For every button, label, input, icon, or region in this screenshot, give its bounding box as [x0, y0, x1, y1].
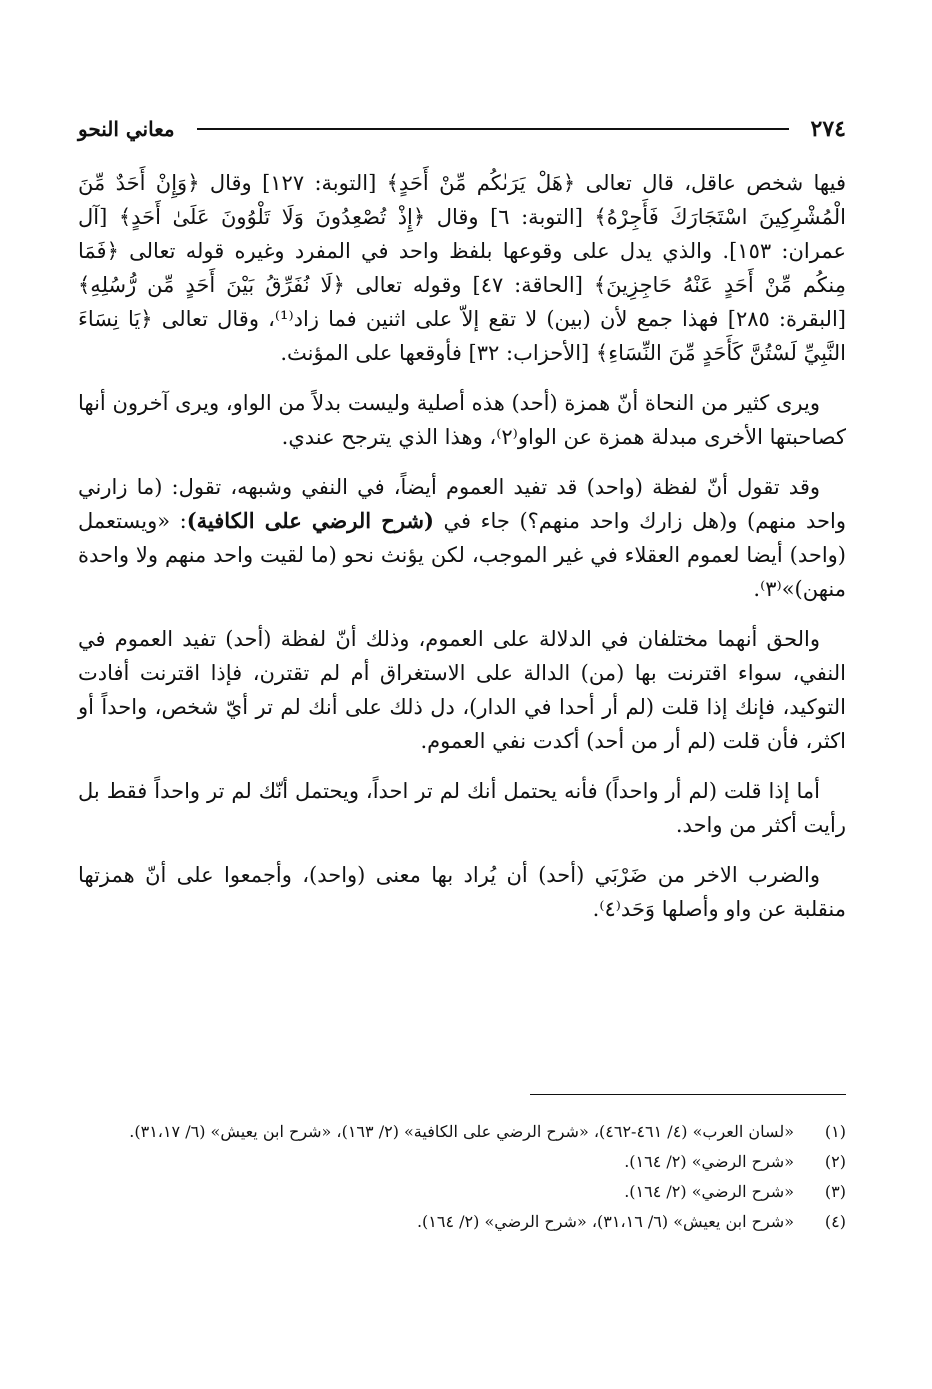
book-title: (شرح الرضي على الكافية): [186, 508, 434, 533]
footnote-text: «شرح ابن يعيش» (٦/ ٣١،١٦)، «شرح الرضي» (٢/ ١٦٤).: [416, 1212, 794, 1231]
paragraph-3-end: : «ويستعمل (واحد) أيضا لعموم العقلاء في غير الموجب، لكن يؤنث نحو (ما لقيت واحد منهم ولا واحدة منهن)»⁽٣⁾.: [78, 509, 846, 601]
footnote: [78, 1148, 846, 1176]
paragraph-3-start: وقد تقول أنّ لفظة (واحد) قد تفيد العموم أيضاً، في النفي وشبهه، تقول: (ما زارني واحد منهم) و(هل زارك واحد منهم؟) جاء في: [78, 475, 846, 533]
paragraph-1: فيها شخص عاقل، قال تعالى ﴿هَلْ يَرَىٰكُم مِّنْ أَحَدٍ﴾ [التوبة: ١٢٧] وقال ﴿وَإِنْ أَحَدٌ مِّنَ الْمُشْرِكِينَ اسْتَجَارَكَ فَأَجِرْهُ﴾ [التوبة: ٦] وقال ﴿إِذْ تُصْعِدُونَ وَلَا تَلْوُونَ عَلَىٰ أَحَدٍ﴾ [آل عمران: ١٥٣]. والذي يدل على وقوعها بلفظ واحد في المفرد وغيره قوله تعالى ﴿فَمَا مِنكُم مِّنْ أَحَدٍ عَنْهُ حَاجِزِينَ﴾ [الحاقة: ٤٧] وقوله تعالى ﴿لَا نُفَرِّقُ بَيْنَ أَحَدٍ مِّن رُّسُلِهِ﴾ [البقرة: ٢٨٥] فهذا جمع لأن (بين) لا تقع إلاّ على اثنين فما زاد⁽¹⁾، وقال تعالى ﴿يَا نِسَاءَ النَّبِيِّ لَسْتُنَّ كَأَحَدٍ مِّنَ النِّسَاءِ﴾ [الأحزاب: ٣٢] فأوقعها على المؤنث.: [78, 171, 847, 365]
footnote: [78, 1178, 846, 1206]
page-header: [78, 112, 846, 146]
footnote-text: «شرح الرضي» (٢/ ١٦٤).: [624, 1152, 794, 1171]
footnote-text: «لسان العرب» (٤/ ٤٦١-٤٦٢)، «شرح الرضي على الكافية» (٢/ ١٦٣)، «شرح ابن يعيش» (٦/ ٣١،١٧).: [129, 1122, 794, 1141]
footnote-number: (٣): [824, 1182, 846, 1201]
footnote-text: «شرح الرضي» (٢/ ١٦٤).: [624, 1182, 794, 1201]
header-rule: [197, 128, 789, 130]
footnote-separator: [530, 1094, 846, 1095]
paragraph-6: والضرب الاخر من ضَرْبَي (أحد) أن يُراد بها معنى (واحد)، وأجمعوا على أنّ همزتها منقلبة عن واو وأصلها وَحَد⁽٤⁾.: [78, 863, 846, 921]
paragraph-4: والحق أنهما مختلفان في الدلالة على العموم، وذلك أنّ لفظة (أحد) تفيد العموم في النفي، سواء اقترنت بها (من) الدالة على الاستغراق أم لم تقترن، فإذا اقترنت أفادت التوكيد، فإنك إذا قلت (لم أر أحدا في الدار)، دل ذلك على أنك لم تر أيّ شخص، واحداً أو اكثر، فأن قلت (لم أر من أحد) أكدت نفي العموم.: [78, 627, 846, 753]
paragraph-5: أما إذا قلت (لم أر واحداً) فأنه يحتمل أنك لم تر احداً، ويحتمل أنّك لم تر واحداً فقط بل رأيت أكثر من واحد.: [78, 779, 846, 837]
main-text: [78, 166, 846, 936]
footnote: [78, 1208, 846, 1236]
footnotes: [78, 1118, 846, 1238]
page-number: ٢٧٤: [810, 116, 846, 142]
footnote: [78, 1118, 846, 1146]
footnote-number: (٤): [824, 1212, 846, 1231]
footnote-number: (٢): [824, 1152, 846, 1171]
paragraph-3: [78, 470, 846, 606]
paragraph-2: ويرى كثير من النحاة أنّ همزة (أحد) هذه أصلية وليست بدلاً من الواو، ويرى آخرون أنها كصاحبتها الأخرى مبدلة همزة عن الواو⁽٢⁾، وهذا الذي يترجح عندي.: [78, 391, 846, 449]
running-title: معاني النحو: [78, 117, 175, 141]
footnote-number: (١): [824, 1122, 846, 1141]
